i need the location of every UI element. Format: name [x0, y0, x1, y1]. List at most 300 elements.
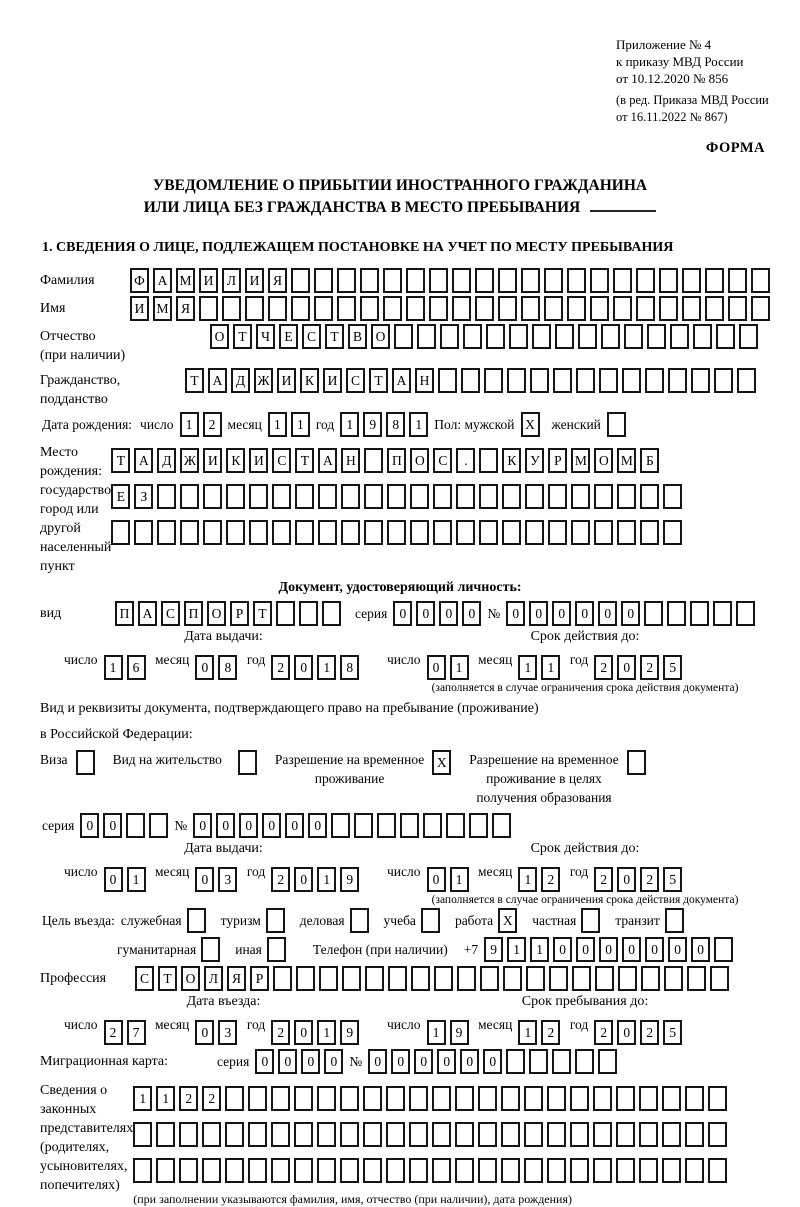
- char-box: [249, 484, 268, 509]
- representatives-row: [40, 1078, 800, 1207]
- char-box: [570, 1158, 589, 1183]
- char-box: 0: [668, 937, 687, 962]
- char-box: [156, 1158, 175, 1183]
- doc-series-boxes: [393, 601, 485, 626]
- year-label: год: [569, 1016, 589, 1032]
- char-box: [570, 1086, 589, 1111]
- char-box: [555, 324, 574, 349]
- identity-doc-heading: Документ, удостоверяющий личность:: [278, 579, 522, 595]
- migration-number-sign: №: [349, 1053, 363, 1069]
- gender-male-checkbox: [521, 412, 544, 437]
- char-box: [548, 520, 567, 545]
- char-box: [76, 750, 95, 775]
- char-box: [383, 268, 402, 293]
- char-box: [455, 1122, 474, 1147]
- char-box: [663, 520, 682, 545]
- char-box: [664, 966, 683, 991]
- char-box: И: [323, 368, 342, 393]
- representatives-line3: [133, 1158, 731, 1183]
- char-box: 9: [363, 412, 382, 437]
- edition-reference: [616, 92, 800, 125]
- char-box: 0: [427, 867, 446, 892]
- char-box: 0: [691, 937, 710, 962]
- temp-permit-option: [275, 750, 455, 788]
- migration-number-boxes: [368, 1049, 621, 1074]
- char-box: [226, 520, 245, 545]
- char-box: [341, 520, 360, 545]
- char-box: [479, 484, 498, 509]
- char-box: Л: [204, 966, 223, 991]
- char-box: [521, 268, 540, 293]
- surname-row: [40, 268, 800, 293]
- permit-valid-year-boxes: [594, 867, 686, 892]
- char-box: 2: [640, 655, 659, 680]
- residence-permit-label: Вид на жительство: [112, 751, 222, 767]
- char-box: [665, 908, 684, 933]
- char-box: [475, 268, 494, 293]
- char-box: [363, 1122, 382, 1147]
- char-box: [149, 813, 168, 838]
- char-box: [617, 484, 636, 509]
- char-box: [245, 296, 264, 321]
- doc-valid-group: [385, 629, 785, 694]
- purpose-study-checkbox: [421, 908, 444, 933]
- char-box: [617, 520, 636, 545]
- char-box: [410, 520, 429, 545]
- char-box: [616, 1158, 635, 1183]
- char-box: [322, 601, 341, 626]
- char-box: [667, 601, 686, 626]
- char-box: 0: [553, 937, 572, 962]
- year-label: год: [315, 416, 335, 432]
- char-box: 1: [268, 412, 287, 437]
- char-box: [685, 1086, 704, 1111]
- char-box: 2: [541, 1020, 560, 1045]
- form-title-line1: УВЕДОМЛЕНИЕ О ПРИБЫТИИ ИНОСТРАННОГО ГРАЖДАНИНА: [152, 176, 648, 194]
- char-box: [548, 484, 567, 509]
- char-box: Д: [231, 368, 250, 393]
- char-box: 0: [506, 601, 525, 626]
- char-box: [226, 484, 245, 509]
- char-box: 0: [617, 867, 636, 892]
- char-box: [180, 484, 199, 509]
- char-box: [434, 966, 453, 991]
- char-box: [417, 324, 436, 349]
- char-box: А: [134, 448, 153, 473]
- forma-label: ФОРМА: [705, 139, 765, 156]
- char-box: [134, 520, 153, 545]
- visa-checkbox: [76, 750, 99, 775]
- char-box: [502, 484, 521, 509]
- entry-year-boxes: [271, 1020, 363, 1045]
- char-box: [248, 1086, 267, 1111]
- char-box: 1: [427, 1020, 446, 1045]
- char-box: [317, 1158, 336, 1183]
- month-label: месяц: [155, 1016, 190, 1032]
- birthplace-line1: [111, 448, 663, 473]
- day-label: число: [387, 1016, 421, 1032]
- char-box: 1: [317, 1020, 336, 1045]
- char-box: [525, 484, 544, 509]
- permit-valid-group: [385, 841, 785, 906]
- year-label: год: [569, 651, 589, 667]
- char-box: 1: [541, 655, 560, 680]
- char-box: [364, 484, 383, 509]
- char-box: [387, 520, 406, 545]
- char-box: [547, 1158, 566, 1183]
- char-box: [295, 484, 314, 509]
- residence-doc-line1: Вид и реквизиты документа, подтверждающего право на пребывание (проживание): [40, 700, 539, 716]
- char-box: [525, 520, 544, 545]
- char-box: 2: [594, 867, 613, 892]
- char-box: 1: [156, 1086, 175, 1111]
- char-box: [421, 908, 440, 933]
- char-box: С: [433, 448, 452, 473]
- char-box: 0: [576, 937, 595, 962]
- temp-permit-checkbox: [432, 750, 455, 775]
- char-box: [549, 966, 568, 991]
- char-box: [547, 1122, 566, 1147]
- char-box: [354, 813, 373, 838]
- char-box: 2: [271, 655, 290, 680]
- gender-male-label: Пол: мужской: [434, 416, 515, 432]
- char-box: 0: [483, 1049, 502, 1074]
- char-box: И: [245, 268, 264, 293]
- birthplace-boxes: [111, 440, 800, 548]
- purpose-tourism-checkbox: [266, 908, 289, 933]
- char-box: [576, 368, 595, 393]
- char-box: 0: [195, 867, 214, 892]
- char-box: 0: [195, 655, 214, 680]
- purpose-humanitarian-checkbox: [201, 937, 224, 962]
- char-box: [502, 520, 521, 545]
- char-box: [526, 966, 545, 991]
- char-box: Т: [158, 966, 177, 991]
- char-box: [618, 966, 637, 991]
- char-box: [480, 966, 499, 991]
- char-box: [710, 966, 729, 991]
- purpose-other-checkbox: [267, 937, 290, 962]
- char-box: 0: [427, 655, 446, 680]
- citizenship-label: Гражданство, подданство: [40, 372, 121, 407]
- char-box: [314, 296, 333, 321]
- char-box: 0: [462, 601, 481, 626]
- char-box: [572, 966, 591, 991]
- char-box: [479, 520, 498, 545]
- char-box: [248, 1122, 267, 1147]
- char-box: 2: [640, 867, 659, 892]
- char-box: М: [571, 448, 590, 473]
- char-box: [708, 1158, 727, 1183]
- char-box: 1: [133, 1086, 152, 1111]
- representatives-boxes: [133, 1078, 800, 1207]
- char-box: [429, 268, 448, 293]
- year-label: год: [246, 1016, 266, 1032]
- char-box: К: [300, 368, 319, 393]
- edition-line: (в ред. Приказа МВД России: [616, 93, 769, 108]
- migration-card-label: Миграционная карта:: [40, 1053, 169, 1069]
- month-label: месяц: [155, 651, 190, 667]
- char-box: 0: [285, 813, 304, 838]
- purpose-business: деловая: [298, 908, 373, 933]
- char-box: [433, 484, 452, 509]
- page-number-blank: [590, 198, 656, 212]
- char-box: [693, 324, 712, 349]
- purpose-tourism: туризм: [219, 908, 289, 933]
- char-box: 0: [308, 813, 327, 838]
- char-box: [737, 368, 756, 393]
- char-box: [567, 268, 586, 293]
- entry-day-boxes: [104, 1020, 150, 1045]
- char-box: [685, 1122, 704, 1147]
- char-box: [409, 1086, 428, 1111]
- char-box: [594, 484, 613, 509]
- char-box: 0: [103, 813, 122, 838]
- char-box: В: [348, 324, 367, 349]
- char-box: [317, 1122, 336, 1147]
- char-box: [111, 520, 130, 545]
- char-box: [530, 368, 549, 393]
- char-box: А: [138, 601, 157, 626]
- char-box: [179, 1122, 198, 1147]
- char-box: У: [525, 448, 544, 473]
- char-box: Я: [227, 966, 246, 991]
- char-box: 5: [663, 655, 682, 680]
- char-box: [291, 296, 310, 321]
- residence-permit-checkbox: [238, 750, 261, 775]
- char-box: Т: [233, 324, 252, 349]
- char-box: 1: [450, 655, 469, 680]
- purpose-row2: [40, 937, 800, 962]
- char-box: [639, 1086, 658, 1111]
- char-box: 0: [239, 813, 258, 838]
- char-box: [622, 368, 641, 393]
- char-box: [682, 296, 701, 321]
- char-box: [432, 1086, 451, 1111]
- char-box: [647, 324, 666, 349]
- char-box: [299, 601, 318, 626]
- char-box: [201, 937, 220, 962]
- char-box: [429, 296, 448, 321]
- char-box: Л: [222, 268, 241, 293]
- char-box: [690, 601, 709, 626]
- char-box: [433, 520, 452, 545]
- char-box: С: [272, 448, 291, 473]
- char-box: 1: [340, 412, 359, 437]
- char-box: [202, 1158, 221, 1183]
- doc-valid-month-boxes: [518, 655, 564, 680]
- patronymic-boxes: [210, 324, 762, 349]
- char-box: [406, 296, 425, 321]
- char-box: [578, 324, 597, 349]
- char-box: [268, 296, 287, 321]
- char-box: [607, 412, 626, 437]
- purpose-label: Цель въезда:: [42, 912, 115, 928]
- char-box: С: [302, 324, 321, 349]
- char-box: А: [392, 368, 411, 393]
- char-box: А: [208, 368, 227, 393]
- char-box: 0: [437, 1049, 456, 1074]
- doc-issue-month-boxes: [195, 655, 241, 680]
- char-box: [501, 1086, 520, 1111]
- char-box: 5: [663, 867, 682, 892]
- char-box: 0: [645, 937, 664, 962]
- char-box: [469, 813, 488, 838]
- char-box: [406, 268, 425, 293]
- char-box: 8: [386, 412, 405, 437]
- char-box: [446, 813, 465, 838]
- year-label: год: [246, 651, 266, 667]
- char-box: [751, 268, 770, 293]
- stay-year-boxes: [594, 1020, 686, 1045]
- char-box: [317, 1086, 336, 1111]
- permit-issue-group: [40, 841, 385, 906]
- doc-number-boxes: [506, 601, 759, 626]
- char-box: 0: [294, 867, 313, 892]
- char-box: [484, 368, 503, 393]
- char-box: [341, 484, 360, 509]
- char-box: [248, 1158, 267, 1183]
- char-box: [728, 296, 747, 321]
- char-box: [736, 601, 755, 626]
- char-box: 9: [484, 937, 503, 962]
- char-box: [624, 324, 643, 349]
- char-box: 3: [218, 1020, 237, 1045]
- char-box: [360, 296, 379, 321]
- char-box: 9: [340, 1020, 359, 1045]
- char-box: 2: [640, 1020, 659, 1045]
- char-box: [644, 601, 663, 626]
- char-box: [203, 520, 222, 545]
- phone-prefix: +7: [463, 941, 479, 957]
- stay-until-group: [385, 994, 785, 1045]
- char-box: [691, 368, 710, 393]
- char-box: И: [277, 368, 296, 393]
- char-box: [659, 268, 678, 293]
- char-box: [627, 750, 646, 775]
- char-box: [641, 966, 660, 991]
- char-box: [432, 1158, 451, 1183]
- char-box: 0: [621, 601, 640, 626]
- char-box: [662, 1158, 681, 1183]
- char-box: 0: [575, 601, 594, 626]
- char-box: [295, 520, 314, 545]
- char-box: 1: [450, 867, 469, 892]
- char-box: А: [318, 448, 337, 473]
- name-boxes: [130, 296, 774, 321]
- visa-label: Виза: [40, 751, 68, 767]
- citizenship-row: [40, 368, 800, 409]
- char-box: [492, 813, 511, 838]
- birthplace-label: Место рождения: государство город или другой населенный пункт: [40, 444, 112, 574]
- doc-type-row: [40, 601, 800, 626]
- char-box: [440, 324, 459, 349]
- char-box: [708, 1086, 727, 1111]
- day-label: число: [387, 651, 421, 667]
- valid-note: (заполняется в случае ограничения срока действия документа): [431, 681, 739, 694]
- char-box: [319, 966, 338, 991]
- char-box: И: [249, 448, 268, 473]
- char-box: 7: [127, 1020, 146, 1045]
- char-box: [705, 296, 724, 321]
- char-box: 1: [180, 412, 199, 437]
- month-label: месяц: [478, 651, 513, 667]
- char-box: [524, 1086, 543, 1111]
- char-box: [501, 1158, 520, 1183]
- char-box: [340, 1158, 359, 1183]
- char-box: О: [594, 448, 613, 473]
- valid-until-heading: Срок действия до:: [530, 840, 640, 856]
- char-box: [337, 296, 356, 321]
- char-box: 0: [80, 813, 99, 838]
- char-box: 0: [617, 1020, 636, 1045]
- char-box: X: [432, 750, 451, 775]
- char-box: [590, 268, 609, 293]
- temp-permit-label: Разрешение на временное проживание: [274, 751, 425, 786]
- char-box: [662, 1122, 681, 1147]
- doc-series-label: серия: [355, 605, 388, 621]
- char-box: [571, 484, 590, 509]
- char-box: [640, 484, 659, 509]
- char-box: 5: [663, 1020, 682, 1045]
- form-title: [0, 175, 800, 220]
- birth-month-boxes: [268, 412, 314, 437]
- issue-date-heading: Дата выдачи:: [184, 628, 263, 644]
- char-box: [409, 1122, 428, 1147]
- permit-series-label: серия: [42, 817, 75, 833]
- char-box: 1: [127, 867, 146, 892]
- char-box: О: [210, 324, 229, 349]
- char-box: О: [207, 601, 226, 626]
- char-box: [636, 268, 655, 293]
- doc-issue-group: [40, 629, 385, 694]
- purpose-private: частная: [530, 908, 604, 933]
- appendix-reference: [616, 36, 800, 87]
- birth-day-boxes: [180, 412, 226, 437]
- residence-permit-option: [113, 750, 261, 775]
- char-box: 1: [507, 937, 526, 962]
- month-label: месяц: [155, 863, 190, 879]
- char-box: [521, 296, 540, 321]
- entry-date-heading: Дата въезда:: [186, 993, 261, 1009]
- char-box: .: [456, 448, 475, 473]
- char-box: 0: [460, 1049, 479, 1074]
- char-box: М: [617, 448, 636, 473]
- name-label: Имя: [40, 300, 66, 316]
- edition-line: от 16.11.2022 № 867): [616, 109, 728, 124]
- char-box: [739, 324, 758, 349]
- char-box: 1: [518, 867, 537, 892]
- char-box: [133, 1158, 152, 1183]
- char-box: А: [153, 268, 172, 293]
- char-box: [157, 484, 176, 509]
- char-box: Ж: [180, 448, 199, 473]
- day-label: число: [387, 863, 421, 879]
- char-box: [524, 1158, 543, 1183]
- char-box: 2: [104, 1020, 123, 1045]
- char-box: [567, 296, 586, 321]
- permit-type-row: [40, 750, 800, 807]
- char-box: [294, 1158, 313, 1183]
- edu-permit-label: Разрешение на временное проживание в целях получения образования: [469, 751, 619, 805]
- char-box: [575, 1049, 594, 1074]
- char-box: 2: [202, 1086, 221, 1111]
- char-box: [498, 268, 517, 293]
- char-box: [547, 1086, 566, 1111]
- char-box: Б: [640, 448, 659, 473]
- char-box: 6: [127, 655, 146, 680]
- char-box: [616, 1122, 635, 1147]
